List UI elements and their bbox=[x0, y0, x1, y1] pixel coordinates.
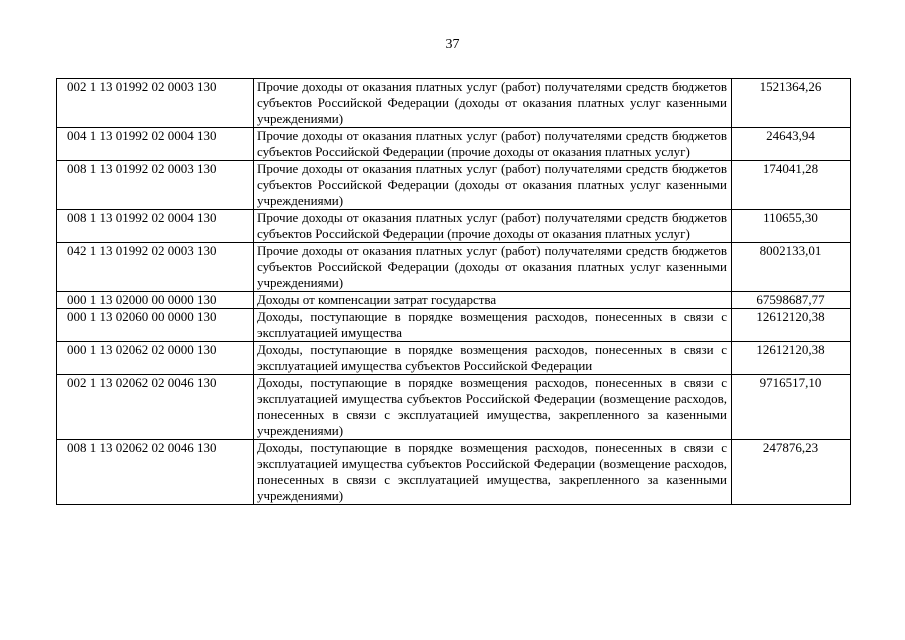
table-row bbox=[57, 342, 851, 375]
amount-cell: 67598687,77 bbox=[732, 292, 851, 309]
amount-cell: 24643,94 bbox=[732, 128, 851, 161]
classification-code-cell: 000 1 13 02062 02 0000 130 bbox=[57, 342, 254, 375]
table-row bbox=[57, 79, 851, 128]
table-row bbox=[57, 243, 851, 292]
table-row bbox=[57, 309, 851, 342]
classification-code-cell: 008 1 13 01992 02 0003 130 bbox=[57, 161, 254, 210]
classification-code-cell: 042 1 13 01992 02 0003 130 bbox=[57, 243, 254, 292]
revenue-name-cell: Доходы, поступающие в порядке возмещения расходов, понесенных в связи с эксплуатацией имущества субъектов Российской Федерации bbox=[254, 342, 732, 375]
revenue-name-cell: Прочие доходы от оказания платных услуг (работ) получателями средств бюджетов субъектов Российской Федерации (доходы от оказания платных услуг казенными учреждениями) bbox=[254, 161, 732, 210]
classification-code-cell: 002 1 13 01992 02 0003 130 bbox=[57, 79, 254, 128]
table-row bbox=[57, 440, 851, 505]
revenue-name-cell: Прочие доходы от оказания платных услуг (работ) получателями средств бюджетов субъектов Российской Федерации (доходы от оказания платных услуг казенными учреждениями) bbox=[254, 79, 732, 128]
amount-cell: 12612120,38 bbox=[732, 342, 851, 375]
table-row bbox=[57, 161, 851, 210]
classification-code-cell: 002 1 13 02062 02 0046 130 bbox=[57, 375, 254, 440]
amount-cell: 12612120,38 bbox=[732, 309, 851, 342]
revenue-name-cell: Доходы, поступающие в порядке возмещения расходов, понесенных в связи с эксплуатацией имущества субъектов Российской Федерации (возмещение расходов, понесенных в связи с эксплуатацией имущества, закрепленного за казенными учреждениями) bbox=[254, 375, 732, 440]
amount-cell: 8002133,01 bbox=[732, 243, 851, 292]
revenue-name-cell: Доходы от компенсации затрат государства bbox=[254, 292, 732, 309]
budget-revenue-table bbox=[56, 78, 851, 505]
revenue-name-cell: Прочие доходы от оказания платных услуг (работ) получателями средств бюджетов субъектов Российской Федерации (прочие доходы от оказания платных услуг) bbox=[254, 210, 732, 243]
table-row bbox=[57, 292, 851, 309]
amount-cell: 9716517,10 bbox=[732, 375, 851, 440]
amount-cell: 110655,30 bbox=[732, 210, 851, 243]
classification-code-cell: 008 1 13 01992 02 0004 130 bbox=[57, 210, 254, 243]
table-row bbox=[57, 128, 851, 161]
revenue-name-cell: Доходы, поступающие в порядке возмещения расходов, понесенных в связи с эксплуатацией имущества субъектов Российской Федерации (возмещение расходов, понесенных в связи с эксплуатацией имущества, закрепленного за казенными учреждениями) bbox=[254, 440, 732, 505]
amount-cell: 1521364,26 bbox=[732, 79, 851, 128]
table-row bbox=[57, 375, 851, 440]
amount-cell: 174041,28 bbox=[732, 161, 851, 210]
page-number: 37 bbox=[445, 37, 460, 52]
classification-code-cell: 008 1 13 02062 02 0046 130 bbox=[57, 440, 254, 505]
classification-code-cell: 004 1 13 01992 02 0004 130 bbox=[57, 128, 254, 161]
amount-cell: 247876,23 bbox=[732, 440, 851, 505]
revenue-name-cell: Прочие доходы от оказания платных услуг (работ) получателями средств бюджетов субъектов Российской Федерации (прочие доходы от оказания платных услуг) bbox=[254, 128, 732, 161]
classification-code-cell: 000 1 13 02060 00 0000 130 bbox=[57, 309, 254, 342]
table-row bbox=[57, 210, 851, 243]
classification-code-cell: 000 1 13 02000 00 0000 130 bbox=[57, 292, 254, 309]
revenue-name-cell: Прочие доходы от оказания платных услуг (работ) получателями средств бюджетов субъектов Российской Федерации (доходы от оказания платных услуг казенными учреждениями) bbox=[254, 243, 732, 292]
revenue-name-cell: Доходы, поступающие в порядке возмещения расходов, понесенных в связи с эксплуатацией имущества bbox=[254, 309, 732, 342]
